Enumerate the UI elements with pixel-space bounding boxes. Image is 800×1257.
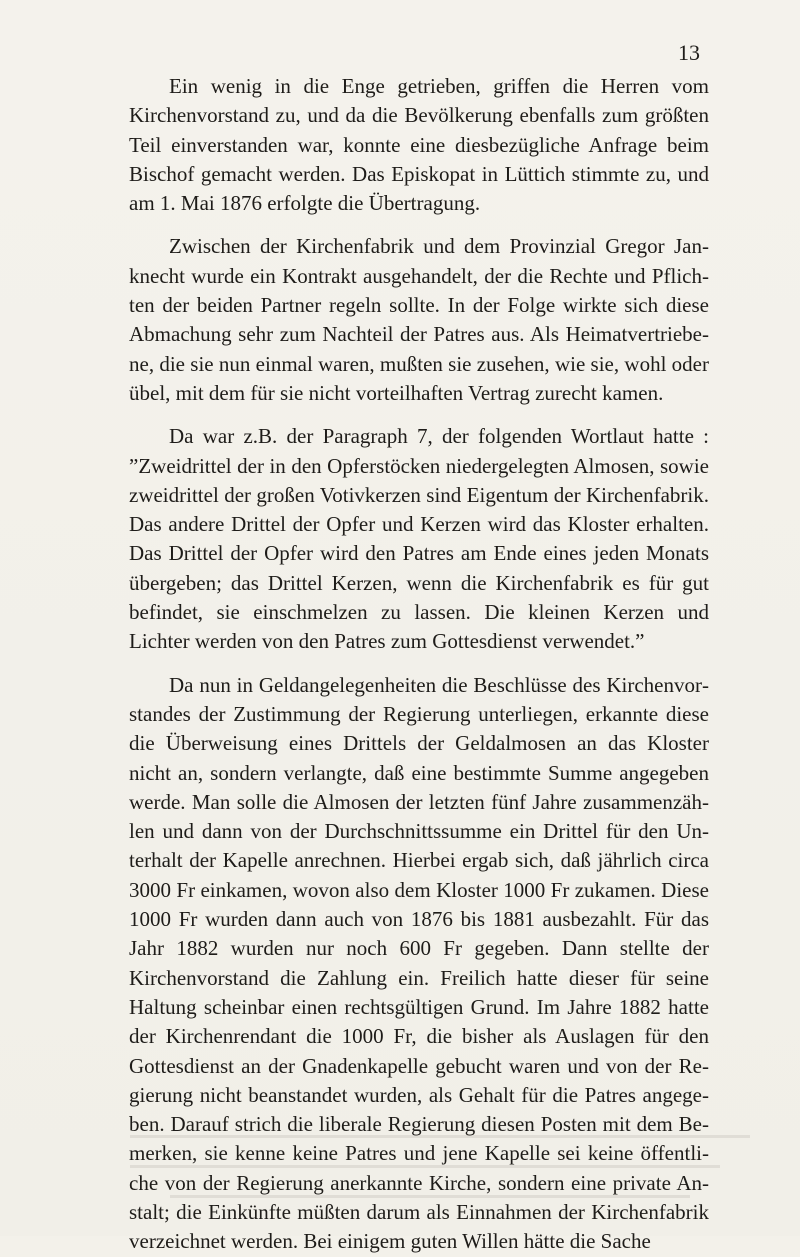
page-number: 13 — [678, 40, 700, 65]
paragraph: Zwischen der Kirchenfabrik und dem Provinzial Gregor Janknecht wurde ein Kontrakt ausgehandelt, der die Rechte und Pflichten der beiden Partner regeln sollte. In der Folge wirkte sich diese Abmachung sehr zum Nachteil der Patres aus. Als Heimatvertriebene, die sie nun einmal waren, mußten sie zusehen, wie sie, wohl oder übel, mit dem für sie nicht vorteilhaften Vertrag zurecht kamen. — [129, 234, 709, 405]
paragraph: Da nun in Geldangelegenheiten die Beschlüsse des Kirchenvorstandes der Zustimmung der Regierung unterliegen, erkannte diese die Überweisung eines Drittels der Geldalmosen an das Kloster nicht an, sondern verlangte, daß eine bestimmte Summe angegeben werde. Man solle die Almosen der letzten fünf Jahre zusammenzählen und dann von der Durchschnittssumme ein Drittel für den Unterhalt der Kapelle anrechnen. Hierbei ergab sich, daß jährlich circa 3000 Fr einkamen, wovon also dem Kloster 1000 Fr zukamen. Diese 1000 Fr wurden dann auch von 1876 bis 1881 ausbezahlt. Für das Jahr 1882 wurden nur noch 600 Fr gegeben. Dann stellte der Kirchenvorstand die Zahlung ein. Freilich hatte dieser für seine Haltung scheinbar einen rechtsgültigen Grund. Im Jahre 1882 hatte der Kirchenrendant die 1000 Fr, die bisher als Auslagen für den Gottesdienst an der Gnadenkapelle gebucht waren und von der Regierung nicht beanstandet wurden, als Gehalt für die Patres angegeben. Darauf strich die liberale Regierung diesen Posten mit dem Bemerken, sie kenne keine Patres und jene Kapelle sei keine öffentliche von der Regierung anerkannte Kirche, sondern eine private Anstalt; die Einkünfte müßten darum als Einnahmen der Kirchenfabrik verzeichnet werden. Bei einigem guten Willen hätte die Sache — [129, 672, 709, 1254]
paragraph: Ein wenig in die Enge getrieben, griffen die Herren vom Kirchenvorstand zu, und da die Bevölkerung ebenfalls zum größten Teil einverstanden war, konnte eine diesbezügliche Anfrage beim Bischof gemacht werden. Das Episkopat in Lüttich stimmte zu, und am 1. Mai 1876 erfolgte die Übertragung. — [129, 74, 709, 216]
paragraph: Da war z.B. der Paragraph 7, der folgenden Wortlaut hatte : ”Zweidrittel der in den Opferstöcken niedergelegten Almosen, sowie zweidrittel der großen Votivkerzen sind Eigentum der Kirchenfabrik. Das andere Drittel der Opfer und Kerzen wird das Kloster erhalten. Das Drittel der Opfer wird den Patres am Ende eines jeden Monats übergeben; das Drittel Kerzen, wenn die Kirchenfabrik es für gut befindet, sie einschmelzen zu lassen. Die kleinen Kerzen und Lichter werden von den Patres zum Gottesdienst verwendet.” — [129, 424, 709, 654]
body-text — [129, 72, 709, 1257]
